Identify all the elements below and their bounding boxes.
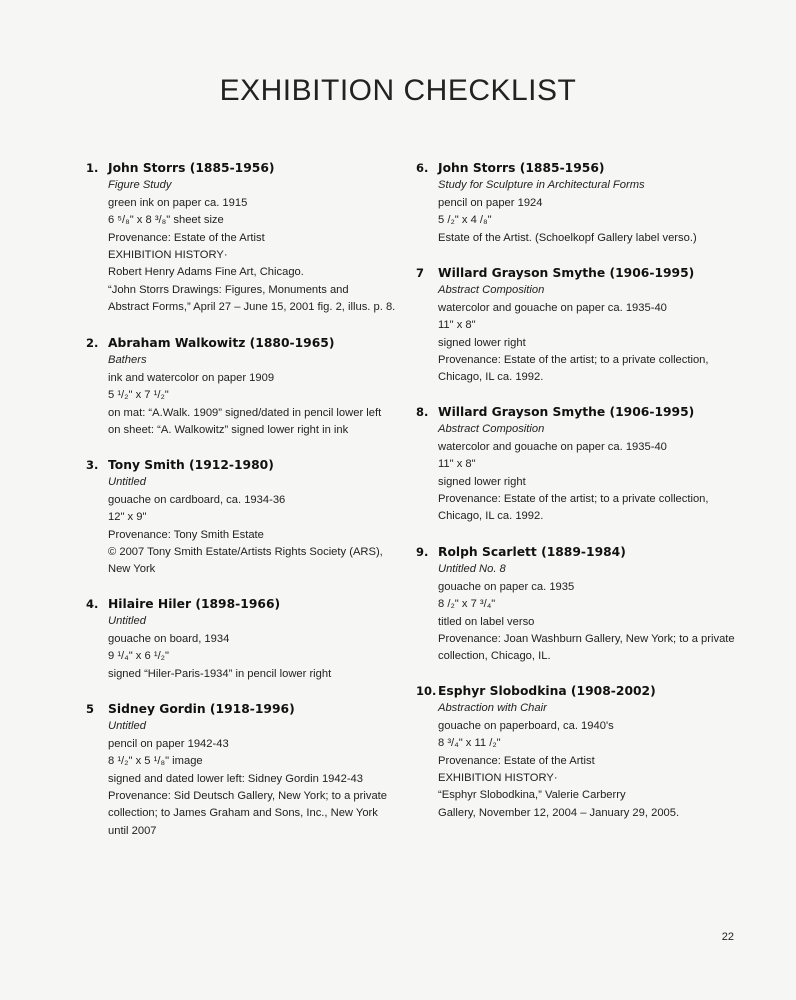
entry-body <box>438 404 709 526</box>
entry-artist: Willard Grayson Smythe (1906-1995) <box>438 405 695 419</box>
entry-detail-line: Provenance: Estate of the artist; to a private collection, <box>438 354 709 367</box>
checklist-entry <box>86 596 331 683</box>
checklist-entry <box>86 701 387 840</box>
entry-detail-line: gouache on paper ca. 1935 <box>438 580 575 593</box>
page-number: 22 <box>721 931 734 943</box>
entry-number: 10. <box>416 684 437 698</box>
entry-detail-line: gouache on cardboard, ca. 1934-36 <box>108 493 286 506</box>
entry-detail-line: 8 ³/₄" x 11 /₂" <box>438 737 501 750</box>
entry-number: 3. <box>86 458 99 472</box>
entry-detail-line: Chicago, IL ca. 1992. <box>438 371 544 384</box>
entry-detail-line: 9 ¹/₄" x 6 ¹/₂" <box>108 650 169 663</box>
entry-detail-line: Abstract Forms,” April 27 – June 15, 2001 fig. 2, illus. p. 8. <box>108 301 396 314</box>
entry-detail-line: EXHIBITION HISTORY· <box>108 249 228 262</box>
entry-work-title: Study for Sculpture in Architectural Forms <box>438 179 645 192</box>
entry-detail-line: 12" x 9" <box>108 511 147 524</box>
entry-detail-line: pencil on paper 1942-43 <box>108 737 229 750</box>
entry-detail-line: EXHIBITION HISTORY· <box>438 772 558 785</box>
checklist-entry <box>86 457 383 579</box>
entry-detail-line: until 2007 <box>108 824 157 837</box>
entry-number: 4. <box>86 597 99 611</box>
entry-number: 1. <box>86 161 99 175</box>
entry-body <box>108 596 331 683</box>
entry-artist: Abraham Walkowitz (1880-1965) <box>108 336 335 350</box>
entry-detail-line: gouache on board, 1934 <box>108 632 230 645</box>
entry-detail-line: signed “Hiler-Paris-1934” in pencil lower right <box>108 667 332 680</box>
entry-work-title: Untitled <box>108 615 146 628</box>
entry-detail-line: ink and watercolor on paper 1909 <box>108 371 275 384</box>
entry-work-title: Abstract Composition <box>438 284 545 297</box>
entry-work-title: Bathers <box>108 354 147 367</box>
entry-artist: John Storrs (1885-1956) <box>438 161 605 175</box>
entry-detail-line: 11" x 8" <box>438 319 476 332</box>
entry-artist: Hilaire Hiler (1898-1966) <box>108 597 281 611</box>
entry-detail-line: Gallery, November 12, 2004 – January 29, 2005. <box>438 806 680 819</box>
entry-artist: Willard Grayson Smythe (1906-1995) <box>438 266 695 280</box>
entry-artist: John Storrs (1885-1956) <box>108 161 275 175</box>
checklist-entry <box>86 335 381 439</box>
entry-detail-line: collection, Chicago, IL. <box>438 650 551 663</box>
entry-detail-line: Provenance: Tony Smith Estate <box>108 528 264 541</box>
entry-detail-line: on mat: “A.Walk. 1909” signed/dated in pencil lower left <box>108 406 382 419</box>
entry-body <box>438 160 697 247</box>
entry-detail-line: on sheet: “A. Walkowitz” signed lower right in ink <box>108 424 349 437</box>
page-title: EXHIBITION CHECKLIST <box>219 74 577 107</box>
entry-body <box>438 683 679 822</box>
entry-number: 9. <box>416 545 429 559</box>
entry-detail-line: 5 ¹/₂" x 7 ¹/₂" <box>108 389 169 402</box>
checklist-entry <box>416 265 709 387</box>
entry-detail-line: Provenance: Estate of the artist; to a private collection, <box>438 493 709 506</box>
entry-detail-line: Provenance: Sid Deutsch Gallery, New York; to a private <box>108 790 387 803</box>
entry-number: 6. <box>416 161 429 175</box>
entry-detail-line: Estate of the Artist. (Schoelkopf Gallery label verso.) <box>438 231 697 244</box>
entry-detail-line: Provenance: Estate of the Artist <box>438 754 595 767</box>
entry-artist: Sidney Gordin (1918-1996) <box>108 702 295 716</box>
entry-detail-line: “John Storrs Drawings: Figures, Monuments and <box>108 283 349 296</box>
entry-number: 2. <box>86 336 99 350</box>
entry-artist: Tony Smith (1912-1980) <box>108 458 274 472</box>
entry-work-title: Abstraction with Chair <box>438 702 547 715</box>
entry-detail-line: Robert Henry Adams Fine Art, Chicago. <box>108 266 304 279</box>
entry-detail-line: gouache on paperboard, ca. 1940's <box>438 719 614 732</box>
entry-detail-line: collection; to James Graham and Sons, Inc., New York <box>108 807 378 820</box>
entry-work-title: Figure Study <box>108 179 172 192</box>
entry-detail-line: signed lower right <box>438 336 526 349</box>
entry-detail-line: pencil on paper 1924 <box>438 196 543 209</box>
entry-detail-line: watercolor and gouache on paper ca. 1935-40 <box>438 440 667 453</box>
checklist-entry <box>416 160 697 247</box>
entry-detail-line: New York <box>108 563 156 576</box>
entry-detail-line: Chicago, IL ca. 1992. <box>438 510 544 523</box>
entry-detail-line: green ink on paper ca. 1915 <box>108 196 248 209</box>
entry-detail-line: “Esphyr Slobodkina,” Valerie Carberry <box>438 789 626 802</box>
entry-work-title: Abstract Composition <box>438 423 545 436</box>
entry-body <box>108 701 387 840</box>
entry-body <box>108 160 395 317</box>
entry-detail-line: Provenance: Joan Washburn Gallery, New York; to a private <box>438 633 735 646</box>
entry-number: 8. <box>416 405 429 419</box>
entry-detail-line: © 2007 Tony Smith Estate/Artists Rights Society (ARS), <box>108 546 383 559</box>
entry-detail-line: signed and dated lower left: Sidney Gordin 1942-43 <box>108 772 363 785</box>
entry-body <box>438 265 709 387</box>
entry-number: 7 <box>416 266 425 280</box>
entry-work-title: Untitled No. 8 <box>438 563 506 576</box>
checklist-entry <box>416 683 679 822</box>
checklist-entry <box>416 404 709 526</box>
entry-number: 5 <box>86 702 95 716</box>
checklist-entry <box>86 160 395 317</box>
entry-artist: Rolph Scarlett (1889-1984) <box>438 545 626 559</box>
entry-detail-line: titled on label verso <box>438 615 535 628</box>
entry-detail-line: signed lower right <box>438 475 526 488</box>
entry-work-title: Untitled <box>108 476 146 489</box>
entry-detail-line: 11" x 8" <box>438 458 476 471</box>
entry-detail-line: 8 /₂" x 7 ³/₄" <box>438 598 496 611</box>
entry-work-title: Untitled <box>108 720 146 733</box>
entry-body <box>108 457 383 579</box>
entry-detail-line: Provenance: Estate of the Artist <box>108 231 265 244</box>
entry-body <box>108 335 381 439</box>
entry-detail-line: 8 ¹/₂" x 5 ¹/₈" image <box>108 755 203 768</box>
entry-artist: Esphyr Slobodkina (1908-2002) <box>438 684 656 698</box>
entry-detail-line: watercolor and gouache on paper ca. 1935-40 <box>438 301 667 314</box>
entry-detail-line: 6 ⁵/₈" x 8 ³/₈" sheet size <box>108 214 224 227</box>
entry-body <box>438 544 735 666</box>
checklist-entry <box>416 544 735 666</box>
entry-detail-line: 5 /₂" x 4 /₈" <box>438 214 492 227</box>
